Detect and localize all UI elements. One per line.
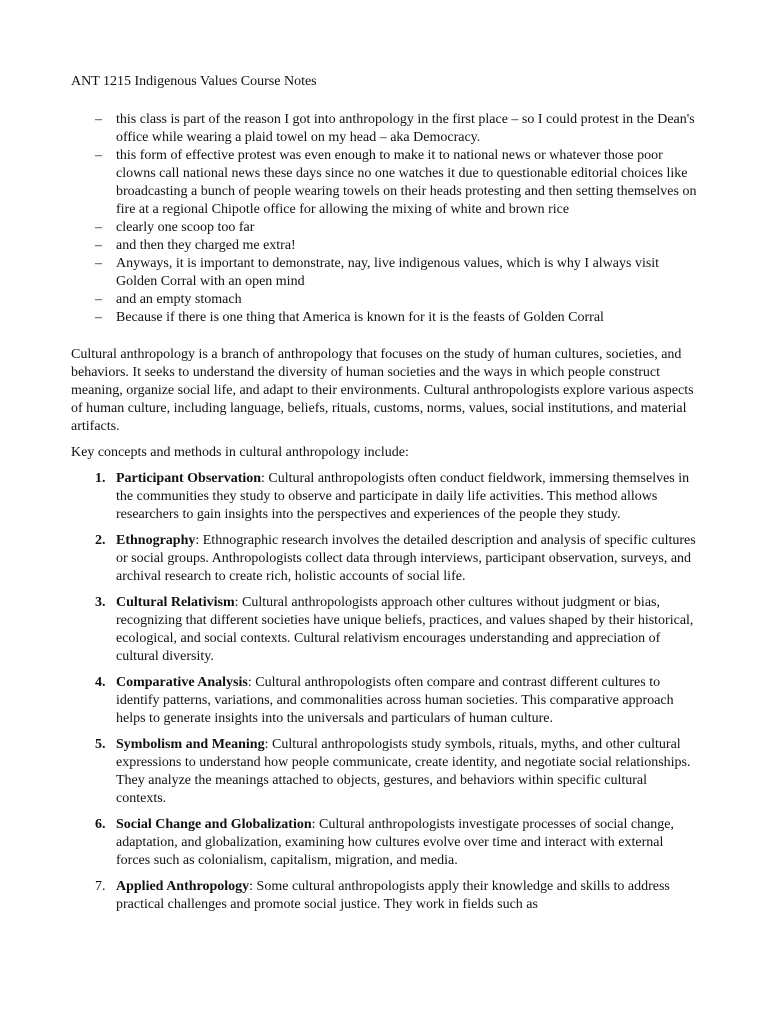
item-number: 2. [95,533,106,548]
concepts-list [71,470,699,914]
list-item-text: clearly one scoop too far [116,220,255,235]
list-item [71,309,699,327]
concept-item [71,594,699,666]
concept-term: Participant Observation [116,471,262,486]
list-item-text: and an empty stomach [116,292,242,307]
dash-marker: – [95,310,102,325]
list-item-text: this form of effective protest was even enough to make it to national news or whatever those poor clowns call national news these days since no one watches it due to questionable editorial choices like broadcasting a bunch of people wearing towels on their heads protesting and then setting themselves on fire at a regional Chipotle office for allowing the mixing of white and brown rice [116,148,697,217]
item-number: 6. [95,817,106,832]
concept-term: Social Change and Globalization [116,817,312,832]
list-item [71,291,699,309]
list-item [71,237,699,255]
page-title: ANT 1215 Indigenous Values Course Notes [71,74,317,89]
item-number: 3. [95,595,106,610]
concept-item [71,674,699,728]
list-item-text: Because if there is one thing that America is known for it is the feasts of Golden Corral [116,310,604,325]
concept-term: Applied Anthropology [116,879,250,894]
concept-text: : Some cultural anthropologists apply their knowledge and skills to address practical challenges and promote social justice. They work in fields such as [116,879,670,912]
concept-item [71,470,699,524]
page-content [71,73,699,922]
intro-paragraph: Cultural anthropology is a branch of anthropology that focuses on the study of human cultures, societies, and behaviors. It seeks to understand the diversity of human societies and the ways in which people construct meaning, organize social life, and adapt to their environments. Cultural anthropologists explore various aspects of human culture, including language, beliefs, rituals, customs, norms, values, social institutions, and material artifacts. [71,347,694,434]
item-number: 7. [95,879,106,894]
list-item-text: this class is part of the reason I got into anthropology in the first place – so I could protest in the Dean's office while wearing a plaid towel on my head – aka Democracy. [116,112,695,145]
list-item [71,219,699,237]
concept-item [71,736,699,808]
dash-marker: – [95,112,102,127]
concept-item [71,878,699,914]
dash-marker: – [95,148,102,163]
dash-marker: – [95,220,102,235]
concept-item [71,532,699,586]
concept-text: : Cultural anthropologists approach other cultures without judgment or bias, recognizing that different societies have unique beliefs, practices, and values shaped by their historical, ecological, and social contexts. Cultural relativism encourages understanding and appreciation of cultural diversity. [116,595,694,664]
concept-text: : Cultural anthropologists often compare and contrast different cultures to identify patterns, variations, and commonalities across human societies. This comparative approach helps to generate insights into the universals and particulars of human culture. [116,675,674,726]
item-number: 5. [95,737,106,752]
concept-term: Comparative Analysis [116,675,248,690]
list-item [71,111,699,147]
concept-text: : Ethnographic research involves the detailed description and analysis of specific cultures or social groups. Anthropologists collect data through interviews, participant observation, surveys, and archival research to create rich, holistic accounts of social life. [116,533,696,584]
list-item [71,255,699,291]
concept-text: : Cultural anthropologists investigate processes of social change, adaptation, and globalization, examining how cultures evolve over time and interact with external forces such as colonialism, capitalism, migration, and media. [116,817,675,868]
list-item [71,147,699,219]
list-item-text: Anyways, it is important to demonstrate, nay, live indigenous values, which is why I always visit Golden Corral with an open mind [116,256,660,289]
key-concepts-intro: Key concepts and methods in cultural anthropology include: [71,445,409,460]
dash-marker: – [95,292,102,307]
concept-term: Symbolism and Meaning [116,737,265,752]
concept-item [71,816,699,870]
concept-term: Cultural Relativism [116,595,235,610]
dash-list [71,111,699,327]
dash-marker: – [95,256,102,271]
concept-text: : Cultural anthropologists study symbols, rituals, myths, and other cultural expressions to understand how people communicate, create identity, and negotiate social relationships. They analyze the meanings attached to objects, gestures, and behaviors within specific cultural contexts. [116,737,691,806]
item-number: 1. [95,471,106,486]
list-item-text: and then they charged me extra! [116,238,296,253]
concept-text: : Cultural anthropologists often conduct fieldwork, immersing themselves in the communities they study to observe and participate in daily life activities. This method allows researchers to gain insights into the perspectives and experiences of the people they study. [116,471,690,522]
item-number: 4. [95,675,106,690]
dash-marker: – [95,238,102,253]
concept-term: Ethnography [116,533,196,548]
